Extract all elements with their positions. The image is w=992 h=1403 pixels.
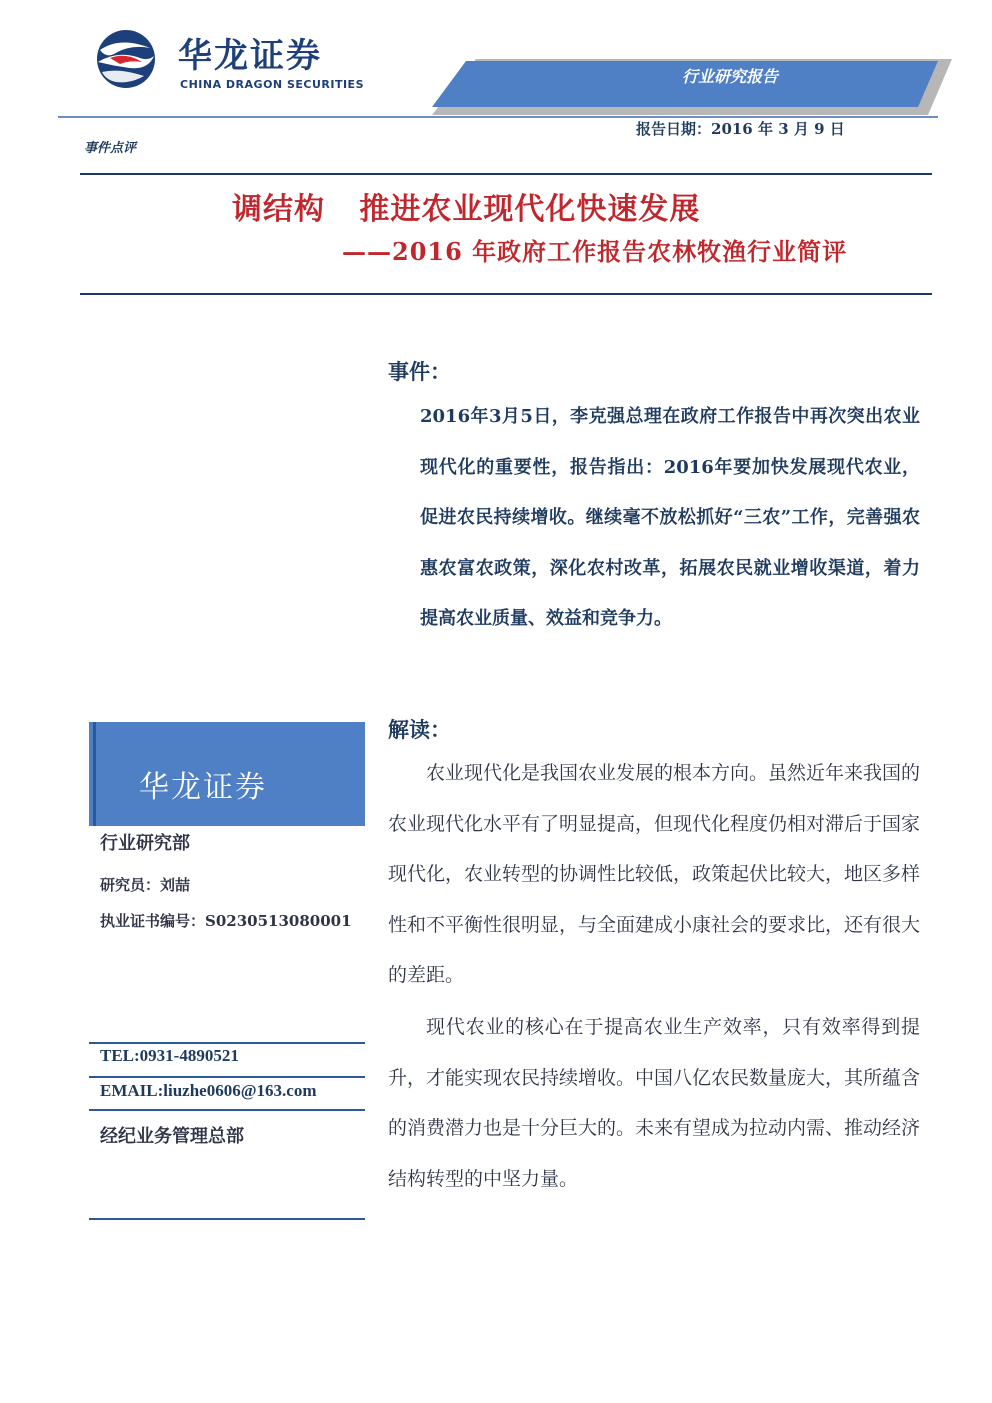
contact-bottom-rule bbox=[89, 1109, 365, 1111]
banner-label: 行业研究报告 bbox=[681, 67, 778, 86]
analyst-name: 研究员：刘喆 bbox=[100, 876, 191, 894]
event-body bbox=[420, 392, 920, 645]
contact-email[interactable]: EMAIL:liuzhe0606@163.com bbox=[100, 1081, 317, 1100]
title-top-rule bbox=[80, 173, 932, 175]
report-type-tag: 事件点评 bbox=[84, 141, 137, 156]
report-title: 调结构 推进农业现代化快速发展 bbox=[232, 192, 701, 227]
analysis-text: 现代农业的核心在于提高农业生产效率，只有效率得到提升，才能实现农民持续增收。中国八亿农民数量庞大，其所蕴含的消费潜力也是十分巨大的。未来有望成为拉动内需、推动经济结构转型的中坚力量。 bbox=[388, 1016, 921, 1190]
sidebar-end-rule bbox=[89, 1218, 365, 1220]
analysis-paragraph-1 bbox=[388, 748, 920, 1001]
analysis-text: 农业现代化是我国农业发展的根本方向。虽然近年来我国的农业现代化水平有了明显提高，但现代化程度仍相对滞后于国家现代化，农业转型的协调性比较低，政策起伏比较大，地区多样性和不平衡性很明显，与全面建成小康社会的要求比，还有很大的差距。 bbox=[388, 762, 921, 987]
sidebar-brand-title: 华龙证券 bbox=[139, 770, 267, 805]
report-date: 报告日期：2016 年 3 月 9 日 bbox=[636, 120, 845, 138]
analysis-paragraph-2 bbox=[388, 1002, 920, 1204]
title-bottom-rule bbox=[80, 293, 932, 295]
company-name-en: CHINA DRAGON SECURITIES bbox=[180, 78, 364, 91]
contact-tel: TEL:0931-4890521 bbox=[100, 1046, 239, 1065]
dragon-wave-logo-icon bbox=[90, 28, 162, 90]
brokerage-department: 经纪业务管理总部 bbox=[100, 1126, 244, 1147]
event-paragraph: 2016年3月5日，李克强总理在政府工作报告中再次突出农业现代化的重要性，报告指出：2016年要加快发展现代农业，促进农民持续增收。继续毫不放松抓好“三农”工作，完善强农惠农富农政策，深化农村改革，拓展农民就业增收渠道，着力提高农业质量、效益和竞争力。 bbox=[420, 406, 920, 630]
contact-mid-rule bbox=[89, 1076, 365, 1078]
company-name-cn: 华龙证券 bbox=[178, 36, 322, 76]
report-subtitle: ——2016 年政府工作报告农林牧渔行业简评 bbox=[342, 237, 848, 266]
event-heading: 事件： bbox=[388, 359, 451, 384]
sidebar-box-accent bbox=[93, 722, 96, 826]
analysis-heading: 解读： bbox=[388, 717, 451, 742]
department: 行业研究部 bbox=[100, 833, 190, 854]
certificate-number: 执业证书编号：S0230513080001 bbox=[100, 912, 352, 930]
contact-top-rule bbox=[89, 1042, 365, 1044]
